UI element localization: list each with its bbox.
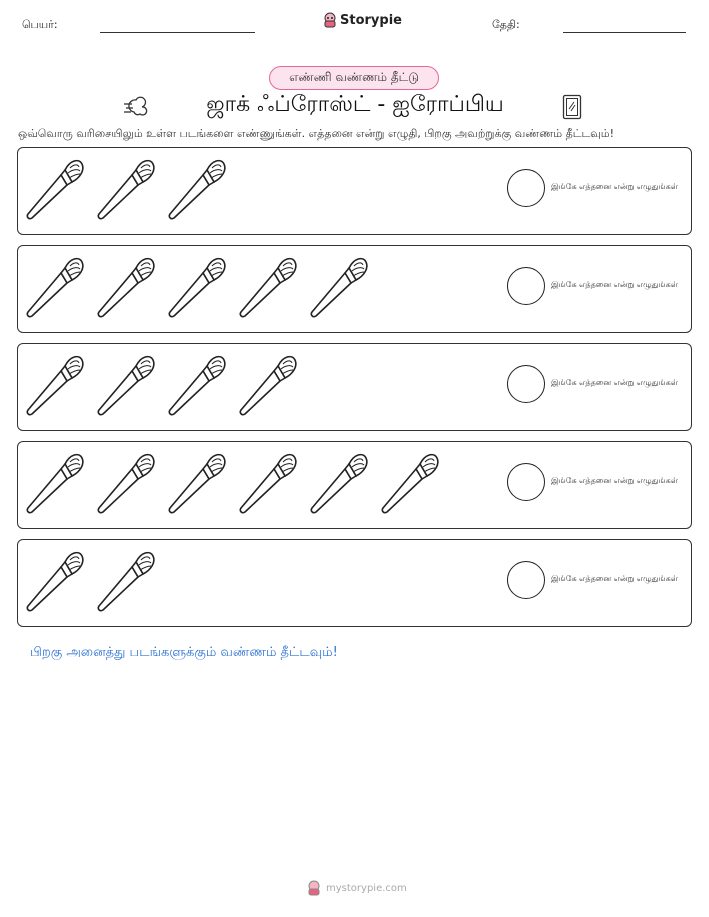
paintbrush-icon xyxy=(95,156,161,222)
paintbrush-icon xyxy=(308,254,374,320)
name-label: பெயர்: xyxy=(22,18,58,31)
page-title: ஜாக் ஃப்ரோஸ்ட் - ஐரோப்பிய xyxy=(206,92,504,117)
paintbrush-icon xyxy=(237,352,303,418)
paintbrush-icon xyxy=(308,450,374,516)
paintbrush-icon xyxy=(379,450,445,516)
answer-hint: இங்கே எத்தனை என்று எழுதுங்கள் xyxy=(551,476,678,485)
worksheet-header xyxy=(0,0,709,50)
instructions: ஒவ்வொரு வரிசையிலும் உள்ள படங்களை எண்ணுங்கள். எத்தனை என்று எழுதி, பிறகு அவற்றுக்கு வண்ணம் தீட்டவும்! xyxy=(18,127,615,140)
paintbrush-icon xyxy=(166,254,232,320)
name-field-line[interactable] xyxy=(100,32,255,33)
storypie-mascot-icon xyxy=(307,880,321,896)
storypie-mascot-icon xyxy=(323,12,337,28)
footer-note: பிறகு அனைத்து படங்களுக்கும் வண்ணம் தீட்டவும்! xyxy=(30,645,338,660)
footer-brand xyxy=(307,880,407,896)
brand-name: Storypie xyxy=(340,12,402,28)
footer-url: mystorypie.com xyxy=(326,882,407,894)
paintbrush-icon xyxy=(24,254,90,320)
answer-circle[interactable] xyxy=(507,463,545,501)
paintbrush-icon xyxy=(95,548,161,614)
paintbrush-icon xyxy=(237,450,303,516)
paintbrush-icon xyxy=(95,352,161,418)
answer-circle[interactable] xyxy=(507,365,545,403)
paintbrush-icon xyxy=(166,450,232,516)
mirror-icon xyxy=(562,94,582,120)
paintbrush-icon xyxy=(237,254,303,320)
answer-hint: இங்கே எத்தனை என்று எழுதுங்கள் xyxy=(551,378,678,387)
paintbrush-icon xyxy=(95,254,161,320)
paintbrush-icon xyxy=(95,450,161,516)
paintbrush-icon xyxy=(166,352,232,418)
counting-row xyxy=(17,441,692,529)
activity-badge: எண்ணி வண்ணம் தீட்டு xyxy=(269,66,439,90)
counting-row xyxy=(17,147,692,235)
counting-row xyxy=(17,539,692,627)
date-label: தேதி: xyxy=(492,18,520,31)
counting-row xyxy=(17,245,692,333)
answer-circle[interactable] xyxy=(507,169,545,207)
paintbrush-icon xyxy=(24,450,90,516)
paintbrush-icon xyxy=(24,156,90,222)
brand-logo xyxy=(323,12,402,28)
answer-circle[interactable] xyxy=(507,267,545,305)
title-row xyxy=(0,92,709,122)
paintbrush-icon xyxy=(166,156,232,222)
wind-gust-icon xyxy=(122,96,152,118)
counting-row xyxy=(17,343,692,431)
answer-hint: இங்கே எத்தனை என்று எழுதுங்கள் xyxy=(551,574,678,583)
paintbrush-icon xyxy=(24,548,90,614)
answer-hint: இங்கே எத்தனை என்று எழுதுங்கள் xyxy=(551,182,678,191)
date-field-line[interactable] xyxy=(563,32,686,33)
answer-hint: இங்கே எத்தனை என்று எழுதுங்கள் xyxy=(551,280,678,289)
answer-circle[interactable] xyxy=(507,561,545,599)
paintbrush-icon xyxy=(24,352,90,418)
